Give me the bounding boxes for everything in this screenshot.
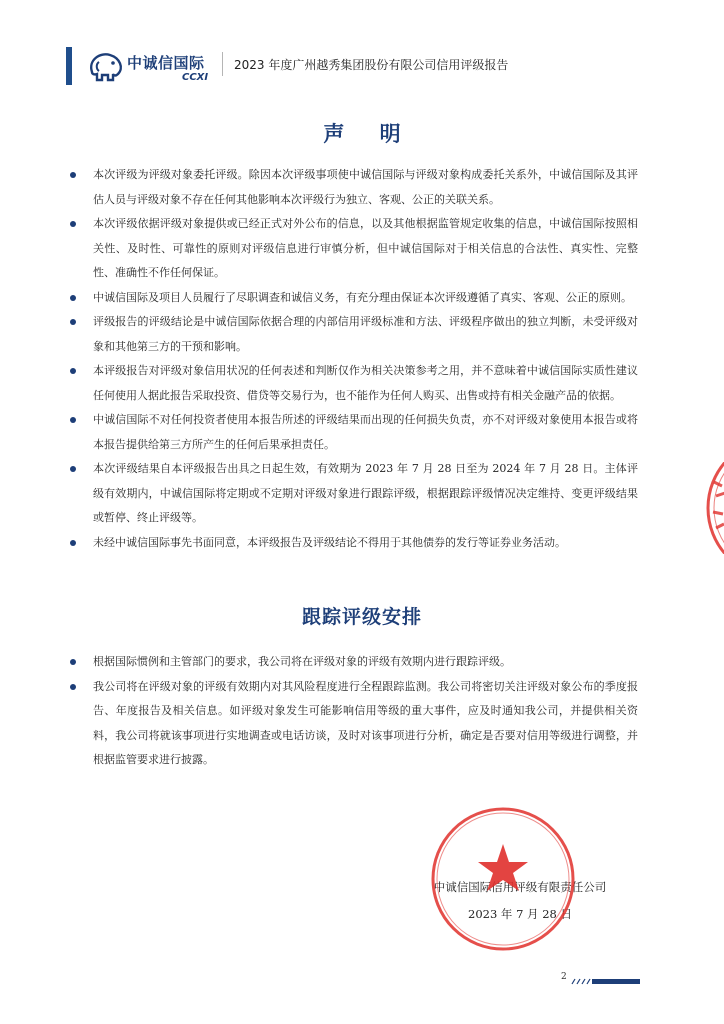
footer-stripe-decoration — [570, 975, 640, 985]
logo-english-name: CCXI — [182, 72, 209, 83]
declaration-item-text: 中诚信国际不对任何投资者使用本报告所述的评级结果而出现的任何损失负责，亦不对评级对象使用本报告或将本报告提供给第三方所产生的任何后果承担责任。 — [93, 413, 638, 451]
declaration-item-text: 未经中诚信国际事先书面同意，本评级报告及评级结论不得用于其他债券的发行等证券业务活动。 — [93, 535, 566, 549]
declaration-item — [70, 457, 638, 531]
bullet-icon — [70, 295, 76, 301]
bullet-icon — [70, 684, 76, 690]
ccxi-logo — [86, 48, 216, 88]
declaration-item-text: 评级报告的评级结论是中诚信国际依据合理的内部信用评级标准和方法、评级程序做出的独立判断，未受评级对象和其他第三方的干预和影响。 — [93, 315, 638, 353]
declaration-list — [70, 163, 638, 555]
report-title: 2023 年度广州越秀集团股份有限公司信用评级报告 — [234, 58, 509, 72]
tracking-item-text: 我公司将在评级对象的评级有效期内对其风险程度进行全程跟踪监测。我公司将密切关注评级对象公布的季度报告、年度报告及相关信息。如评级对象发生可能影响信用等级的重大事件，应及时通知我公司，并提供相关资料，我公司将就该事项进行实地调查或电话访谈，及时对该事项进行分析，确定是否要对信用等级进行调整，并根据监管要求进行披露。 — [93, 679, 638, 766]
declaration-item — [70, 310, 638, 359]
tracking-item-text: 根据国际惯例和主管部门的要求，我公司将在评级对象的评级有效期内进行跟踪评级。 — [93, 655, 511, 668]
bullet-icon — [70, 659, 76, 665]
elephant-logo-icon — [86, 50, 126, 84]
header-accent-bar — [66, 47, 72, 85]
tracking-heading: 跟踪评级安排 — [301, 606, 422, 628]
company-seal-stamp — [430, 806, 576, 952]
declaration-item — [70, 408, 638, 457]
signature-date: 2023 年 7 月 28 日 — [468, 907, 572, 921]
logo-chinese-name: 中诚信国际 — [127, 54, 205, 72]
declaration-item — [70, 163, 638, 212]
declaration-item-text: 本次评级结果自本评级报告出具之日起生效，有效期为 2023 年 7 月 28 日至为 2024 年 7 月 28 日。主体评级有效期内，中诚信国际将定期或不定期对评级对象进行跟踪评级，根据跟踪评级情况决定维持、变更评级结果或暂停、终止评级等。 — [93, 462, 638, 524]
declaration-item — [70, 286, 638, 311]
declaration-heading: 声 明 — [323, 122, 415, 146]
page-header — [0, 0, 724, 90]
declaration-item — [70, 212, 638, 286]
bullet-icon — [70, 368, 76, 374]
bullet-icon — [70, 466, 76, 472]
declaration-item-text: 本次评级为评级对象委托评级。除因本次评级事项使中诚信国际与评级对象构成委托关系外，中诚信国际及其评估人员与评级对象不存在任何其他影响本次评级行为独立、客观、公正的关联关系。 — [93, 168, 638, 206]
page-number: 2 — [561, 972, 567, 982]
declaration-item-text: 本次评级依据评级对象提供或已经正式对外公布的信息，以及其他根据监管规定收集的信息，中诚信国际按照相关性、及时性、可靠性的原则对评级信息进行审慎分析，但中诚信国际对于相关信息的合法性、真实性、完整性、准确性不作任何保证。 — [93, 217, 638, 279]
header-divider — [222, 52, 223, 76]
declaration-item — [70, 531, 638, 556]
tracking-item — [70, 675, 638, 773]
bullet-icon — [70, 221, 76, 227]
bullet-icon — [70, 319, 76, 325]
tracking-item — [70, 650, 638, 675]
signatory-company: 中诚信国际信用评级有限责任公司 — [433, 880, 607, 894]
declaration-item-text: 中诚信国际及项目人员履行了尽职调查和诚信义务，有充分理由保证本次评级遵循了真实、客观、公正的原则。 — [93, 290, 632, 304]
bullet-icon — [70, 417, 76, 423]
bullet-icon — [70, 172, 76, 178]
partial-seal-stamp — [704, 462, 724, 554]
tracking-list — [70, 650, 638, 773]
declaration-item — [70, 359, 638, 408]
bullet-icon — [70, 540, 76, 546]
declaration-item-text: 本评级报告对评级对象信用状况的任何表述和判断仅作为相关决策参考之用，并不意味着中诚信国际实质性建议任何使用人据此报告采取投资、借贷等交易行为，也不能作为任何人购买、出售或持有相关金融产品的依据。 — [93, 364, 638, 402]
